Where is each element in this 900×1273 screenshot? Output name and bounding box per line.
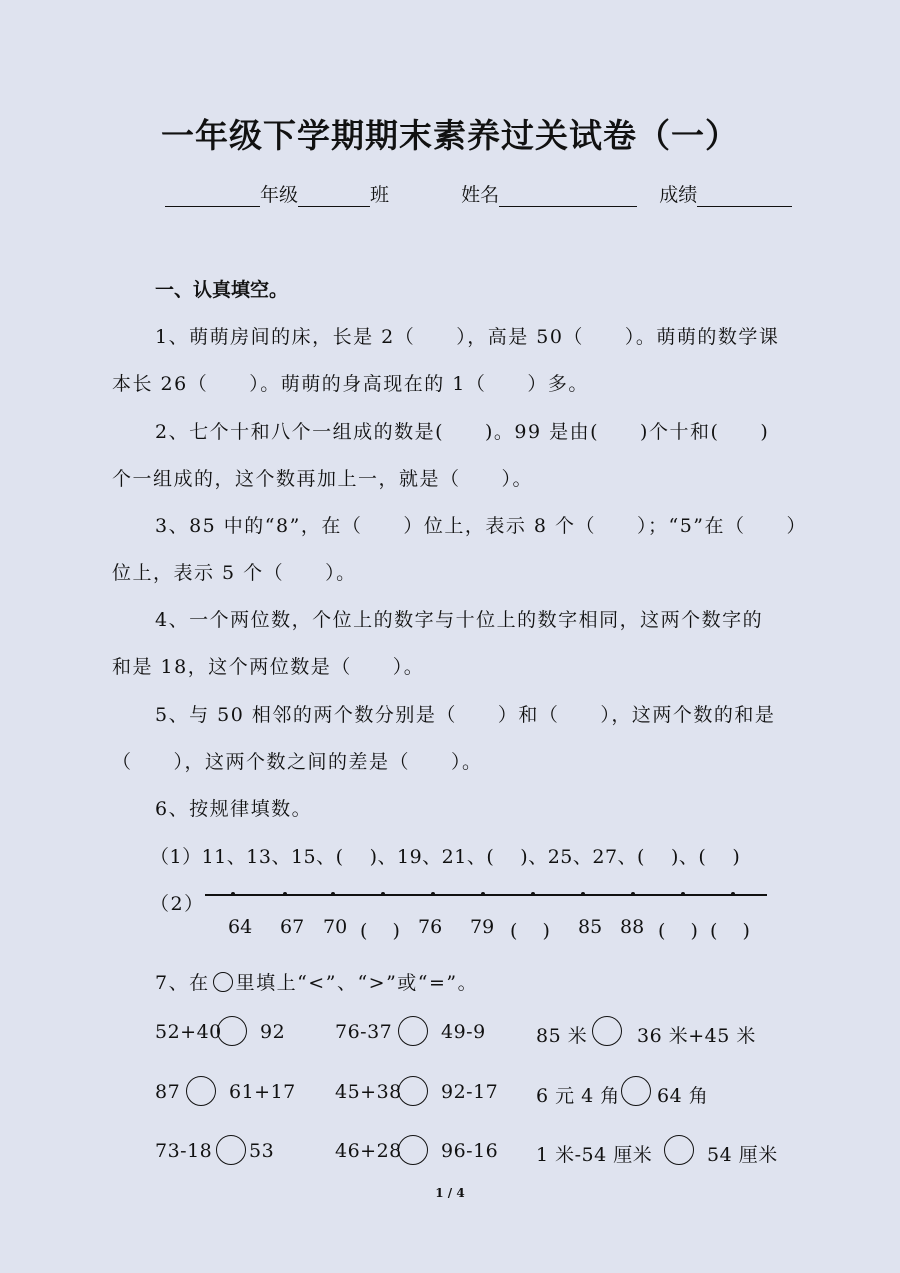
class-blank[interactable] bbox=[298, 186, 370, 207]
compare-right-expression: 96-16 bbox=[441, 1140, 499, 1162]
number-line-tick bbox=[731, 892, 735, 896]
student-info-line bbox=[165, 180, 792, 207]
number-line-label[interactable]: ( ) bbox=[710, 920, 750, 942]
number-line-tick bbox=[331, 892, 335, 896]
compare-left-expression: 46+28 bbox=[335, 1140, 402, 1162]
compare-right-expression: 54 厘米 bbox=[707, 1144, 778, 1166]
number-line-label: 64 bbox=[228, 916, 253, 938]
compare-left-expression: 85 米 bbox=[536, 1025, 588, 1047]
compare-answer-circle[interactable] bbox=[216, 1135, 246, 1165]
compare-left-expression: 52+40 bbox=[155, 1021, 222, 1043]
number-line-tick bbox=[431, 892, 435, 896]
question-6-part-2-label: （2） bbox=[150, 893, 205, 915]
number-line-label[interactable]: ( ) bbox=[510, 920, 550, 942]
number-line-tick bbox=[631, 892, 635, 896]
question-3-line-2: 位上，表示 5 个（ ）。 bbox=[112, 562, 357, 584]
question-3-line-1: 3、85 中的“8”，在（ ）位上，表示 8 个（ ）；“5”在（ ） bbox=[155, 515, 808, 537]
question-5-line-2: （ ），这两个数之间的差是（ ）。 bbox=[112, 751, 483, 773]
name-label: 姓名 bbox=[461, 184, 500, 206]
circle-icon bbox=[213, 972, 233, 992]
number-line-label: 70 bbox=[323, 916, 348, 938]
grade-label: 年级 bbox=[260, 184, 299, 206]
question-7-suffix: 里填上“<”、“>”或“=”。 bbox=[235, 972, 479, 994]
compare-left-expression: 6 元 4 角 bbox=[536, 1085, 620, 1107]
compare-left-expression: 1 米-54 厘米 bbox=[536, 1144, 653, 1166]
page-number: 1 / 4 bbox=[435, 1186, 465, 1200]
score-label: 成绩 bbox=[659, 184, 698, 206]
question-1-line-2: 本长 26（ ）。萌萌的身高现在的 1（ ）多。 bbox=[112, 373, 589, 395]
question-7-heading bbox=[155, 968, 478, 995]
class-label: 班 bbox=[370, 184, 390, 206]
number-line-label[interactable]: ( ) bbox=[360, 920, 400, 942]
section-heading: 一、认真填空。 bbox=[155, 279, 289, 301]
compare-right-expression: 53 bbox=[249, 1140, 275, 1162]
compare-right-expression: 92-17 bbox=[441, 1081, 499, 1103]
question-1-line-1: 1、萌萌房间的床，长是 2（ ），高是 50（ ）。萌萌的数学课 bbox=[155, 326, 780, 348]
number-line-label: 76 bbox=[418, 916, 443, 938]
number-line-tick bbox=[231, 892, 235, 896]
question-7-prefix: 7、在 bbox=[155, 972, 210, 994]
number-line-label: 67 bbox=[280, 916, 305, 938]
compare-left-expression: 73-18 bbox=[155, 1140, 213, 1162]
compare-right-expression: 61+17 bbox=[229, 1081, 296, 1103]
number-line-tick bbox=[381, 892, 385, 896]
question-4-line-2: 和是 18，这个两位数是（ ）。 bbox=[112, 656, 425, 678]
number-line-label: 85 bbox=[578, 916, 603, 938]
compare-answer-circle[interactable] bbox=[621, 1076, 651, 1106]
compare-answer-circle[interactable] bbox=[592, 1016, 622, 1046]
compare-right-expression: 36 米+45 米 bbox=[637, 1025, 756, 1047]
question-5-line-1: 5、与 50 相邻的两个数分别是（ ）和（ ），这两个数的和是 bbox=[155, 704, 776, 726]
number-line-label: 79 bbox=[470, 916, 495, 938]
compare-right-expression: 64 角 bbox=[657, 1085, 709, 1107]
grade-blank[interactable] bbox=[165, 186, 260, 207]
question-2-line-1: 2、七个十和八个一组成的数是( )。99 是由( )个十和( ) bbox=[155, 421, 770, 443]
number-line-tick bbox=[681, 892, 685, 896]
compare-answer-circle[interactable] bbox=[398, 1135, 428, 1165]
compare-answer-circle[interactable] bbox=[664, 1135, 694, 1165]
score-blank[interactable] bbox=[697, 186, 792, 207]
compare-left-expression: 87 bbox=[155, 1081, 181, 1103]
compare-answer-circle[interactable] bbox=[398, 1076, 428, 1106]
compare-answer-circle[interactable] bbox=[398, 1016, 428, 1046]
compare-right-expression: 92 bbox=[260, 1021, 286, 1043]
question-6-part-1: （1）11、13、15、( )、19、21、( )、25、27、( )、( ) bbox=[150, 846, 741, 868]
page-title: 一年级下学期期末素养过关试卷（一） bbox=[161, 116, 739, 155]
question-4-line-1: 4、一个两位数，个位上的数字与十位上的数字相同，这两个数字的 bbox=[155, 609, 764, 631]
number-line-tick bbox=[581, 892, 585, 896]
number-line-tick bbox=[283, 892, 287, 896]
number-line-tick bbox=[481, 892, 485, 896]
compare-left-expression: 45+38 bbox=[335, 1081, 402, 1103]
compare-answer-circle[interactable] bbox=[217, 1016, 247, 1046]
compare-right-expression: 49-9 bbox=[441, 1021, 486, 1043]
number-line-label: 88 bbox=[620, 916, 645, 938]
name-blank[interactable] bbox=[499, 186, 637, 207]
number-line-tick bbox=[531, 892, 535, 896]
number-line-label[interactable]: ( ) bbox=[658, 920, 698, 942]
question-6-heading: 6、按规律填数。 bbox=[155, 798, 313, 820]
compare-left-expression: 76-37 bbox=[335, 1021, 393, 1043]
compare-answer-circle[interactable] bbox=[186, 1076, 216, 1106]
question-2-line-2: 个一组成的，这个数再加上一，就是（ ）。 bbox=[112, 468, 534, 490]
